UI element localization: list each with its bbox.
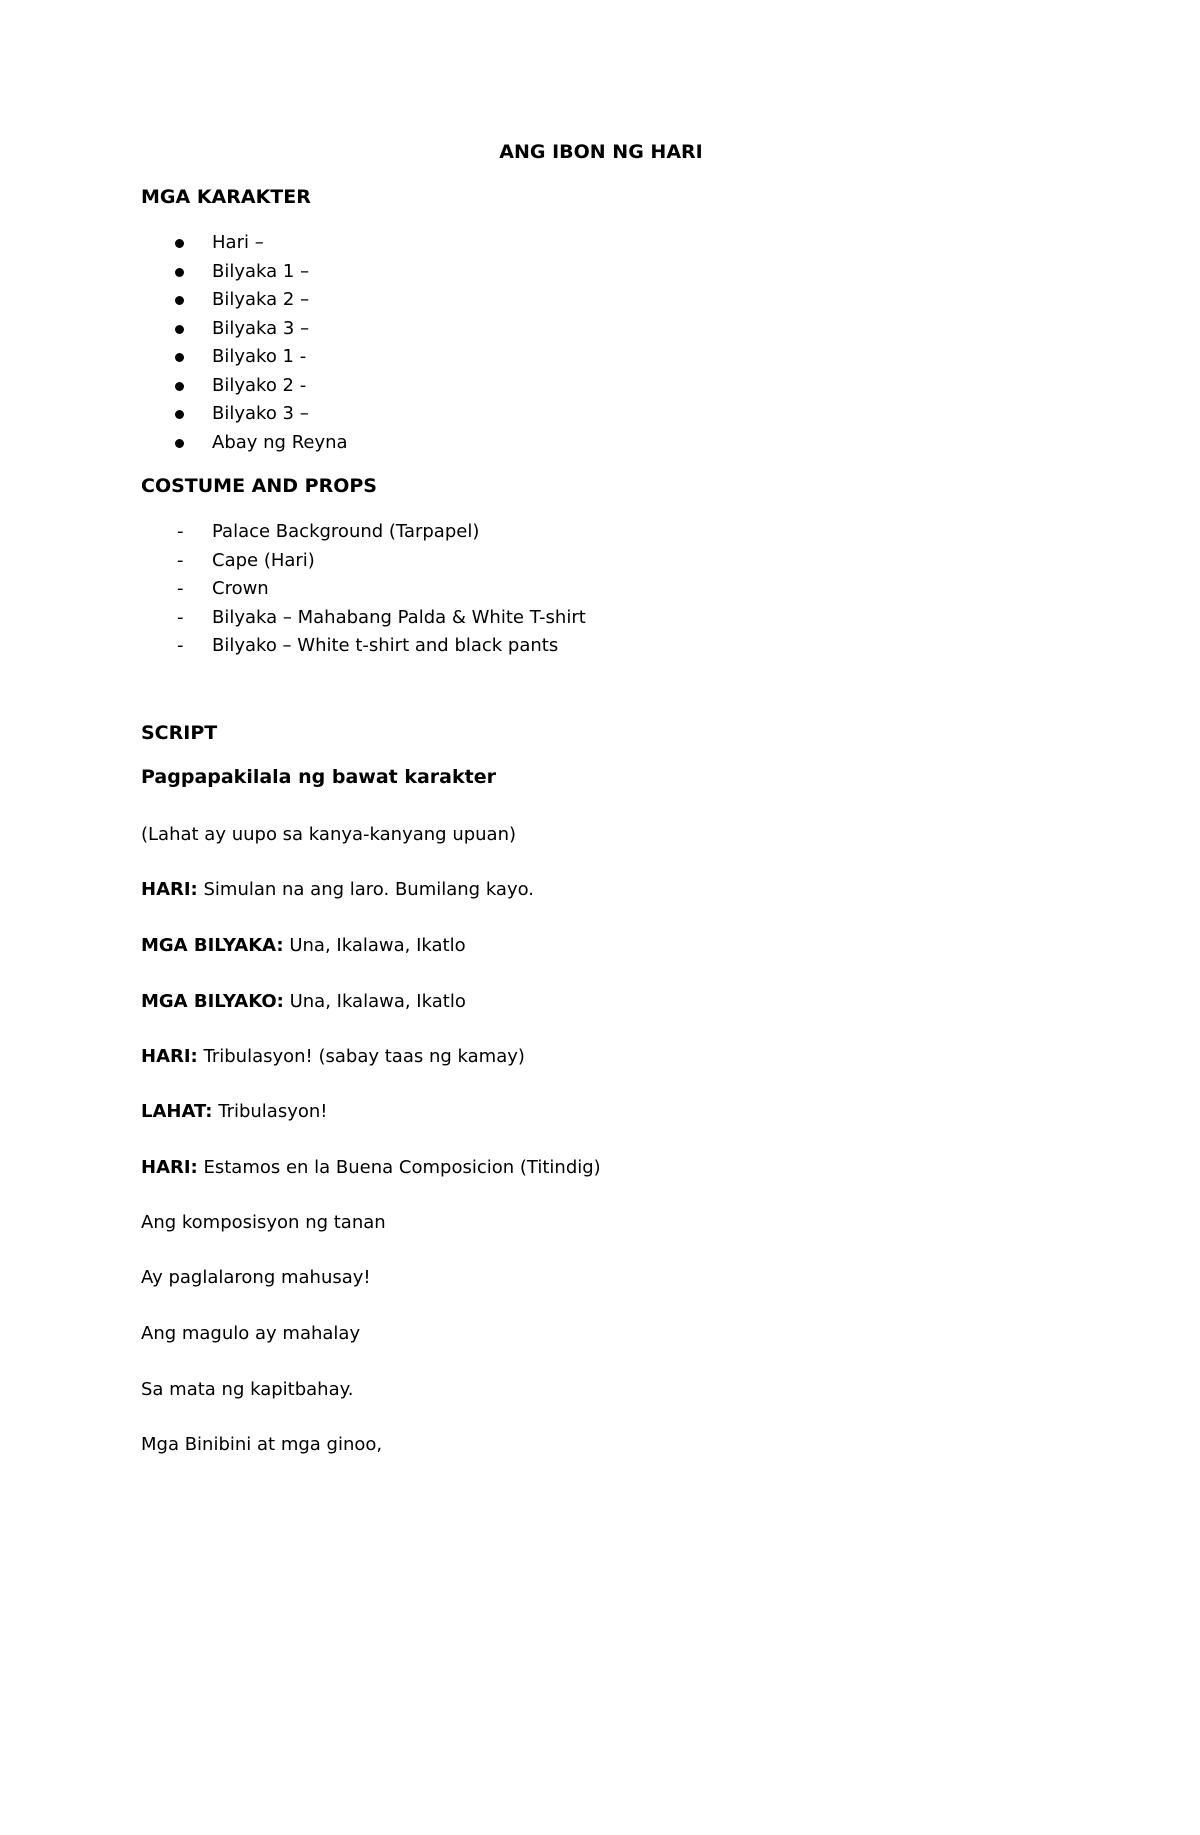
characters-list — [141, 229, 348, 457]
speaker-label: HARI: — [141, 879, 198, 900]
props-heading: COSTUME AND PROPS — [141, 475, 377, 497]
bullet-icon — [175, 296, 184, 305]
list-item: Bilyako 1 - — [141, 343, 348, 372]
dialogue-text: Una, Ikalawa, Ikatlo — [283, 991, 466, 1012]
document-title: ANG IBON NG HARI — [499, 141, 703, 163]
dialogue-text: Tribulasyon! — [212, 1101, 328, 1122]
dash-icon: - — [177, 521, 184, 542]
list-item: Bilyaka 2 – — [141, 286, 348, 315]
dialogue-line — [141, 1045, 525, 1069]
dialogue-line — [141, 878, 534, 902]
dialogue-line — [141, 1156, 601, 1180]
dialogue-text: Una, Ikalawa, Ikatlo — [283, 935, 466, 956]
stage-direction: (Lahat ay uupo sa kanya-kanyang upuan) — [141, 824, 517, 845]
props-list — [141, 518, 586, 661]
verse-line: Ang komposisyon ng tanan — [141, 1212, 386, 1233]
speaker-label: MGA BILYAKO: — [141, 991, 284, 1012]
dash-icon: - — [177, 578, 184, 599]
speaker-label: HARI: — [141, 1157, 198, 1178]
list-item: - Crown — [141, 575, 586, 604]
list-item: Bilyako 2 - — [141, 372, 348, 401]
verse-line: Sa mata ng kapitbahay. — [141, 1379, 354, 1400]
dialogue-line — [141, 990, 466, 1014]
bullet-icon — [175, 239, 184, 248]
dialogue-text: Estamos en la Buena Composicion (Titindig) — [197, 1157, 601, 1178]
bullet-icon — [175, 268, 184, 277]
dialogue-line — [141, 1100, 328, 1124]
list-item: Abay ng Reyna — [141, 429, 348, 458]
bullet-icon — [175, 439, 184, 448]
bullet-icon — [175, 353, 184, 362]
list-item: Bilyaka 1 – — [141, 258, 348, 287]
verse-line: Ang magulo ay mahalay — [141, 1323, 361, 1344]
list-item: - Cape (Hari) — [141, 547, 586, 576]
list-item: Bilyaka 3 – — [141, 315, 348, 344]
speaker-label: HARI: — [141, 1046, 198, 1067]
bullet-icon — [175, 410, 184, 419]
list-item: - Bilyako – White t-shirt and black pants — [141, 632, 586, 661]
list-item: Hari – — [141, 229, 348, 258]
dash-icon: - — [177, 549, 184, 571]
verse-line: Mga Binibini at mga ginoo, — [141, 1434, 383, 1455]
script-heading: SCRIPT — [141, 722, 218, 744]
characters-heading: MGA KARAKTER — [141, 186, 311, 208]
script-subheading: Pagpapakilala ng bawat karakter — [141, 766, 496, 788]
bullet-icon — [175, 382, 184, 391]
speaker-label: MGA BILYAKA: — [141, 935, 284, 956]
speaker-label: LAHAT: — [141, 1101, 213, 1122]
dialogue-text: Tribulasyon! (sabay taas ng kamay) — [197, 1046, 525, 1067]
dialogue-line — [141, 934, 466, 958]
list-item: - Palace Background (Tarpapel) — [141, 518, 586, 547]
bullet-icon — [175, 325, 184, 334]
list-item: Bilyako 3 – — [141, 400, 348, 429]
dialogue-text: Simulan na ang laro. Bumilang kayo. — [197, 879, 535, 900]
list-item: - Bilyaka – Mahabang Palda & White T-shirt — [141, 604, 586, 633]
verse-line: Ay paglalarong mahusay! — [141, 1267, 371, 1288]
dash-icon: - — [177, 635, 184, 656]
dash-icon: - — [177, 606, 184, 628]
